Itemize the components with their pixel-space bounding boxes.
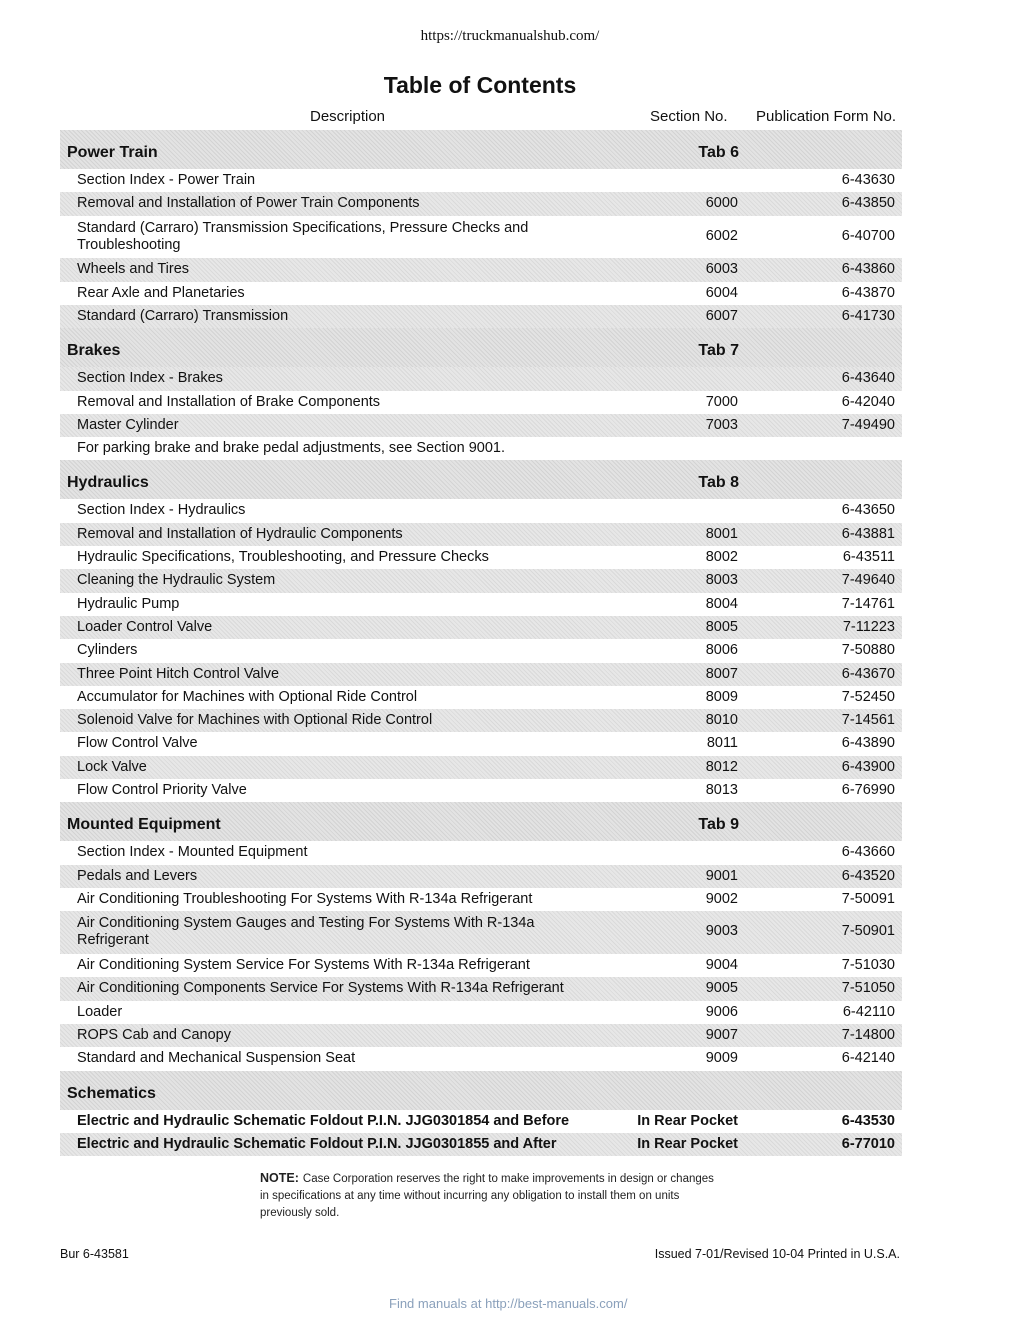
- row-description: Section Index - Power Train: [77, 172, 256, 188]
- row-description: Removal and Installation of Hydraulic Components: [77, 525, 403, 542]
- row-description: Master Cylinder: [77, 416, 179, 433]
- form-number: Bur 6-43581: [60, 1247, 129, 1261]
- toc-row: [60, 639, 902, 662]
- row-publication-number: 6-43630: [841, 172, 895, 188]
- row-description: Cleaning the Hydraulic System: [77, 572, 276, 589]
- row-description: Cylinders: [77, 642, 138, 659]
- section-title: Power Train: [67, 144, 158, 161]
- row-section-number: In Rear Pocket: [637, 1112, 738, 1129]
- row-description: Standard (Carraro) Transmission: [77, 307, 289, 324]
- row-section-number: 8010: [705, 712, 738, 729]
- toc-section: [60, 130, 902, 328]
- section-title: Mounted Equipment: [67, 816, 221, 834]
- row-description: Accumulator for Machines with Optional Ride Control: [77, 688, 418, 705]
- row-section-number: 8011: [706, 735, 738, 752]
- row-description: Rear Axle and Planetaries: [77, 284, 245, 301]
- row-publication-number: 7-50880: [841, 642, 895, 659]
- toc-row: [60, 546, 902, 569]
- section-title: Schematics: [67, 1084, 156, 1102]
- row-description: Electric and Hydraulic Schematic Foldout P.I.N. JJG0301854 and Before: [77, 1112, 570, 1129]
- toc-row: [60, 192, 902, 215]
- toc-row: [60, 216, 902, 259]
- toc-row: [60, 1024, 902, 1047]
- section-tab: Tab 8: [698, 474, 739, 492]
- source-url: https://truckmanualshub.com/: [420, 28, 600, 44]
- row-section-number: In Rear Pocket: [637, 1135, 738, 1152]
- toc-row: [60, 305, 902, 328]
- row-description: Loader: [77, 1003, 123, 1020]
- toc-row: [60, 391, 902, 414]
- row-description: Hydraulic Specifications, Troubleshooting, and Pressure Checks: [77, 549, 489, 566]
- row-publication-number: 6-41730: [841, 307, 895, 324]
- row-publication-number: 7-50091: [841, 890, 895, 907]
- row-section-number: 6002: [705, 227, 738, 244]
- toc-row: [60, 709, 902, 732]
- section-header: [60, 1071, 902, 1110]
- toc-row: [60, 779, 902, 802]
- toc-row: [60, 282, 902, 305]
- row-publication-number: 7-14800: [841, 1026, 895, 1043]
- toc-row: [60, 756, 902, 779]
- row-publication-number: 6-43520: [841, 867, 895, 884]
- toc-row: [60, 663, 902, 686]
- row-description: Air Conditioning System Service For Systems With R-134a Refrigerant: [77, 957, 530, 974]
- row-section-number: 6004: [705, 284, 738, 301]
- row-publication-number: 6-42040: [841, 393, 895, 410]
- row-publication-number: 7-51030: [841, 957, 895, 974]
- toc-row: [60, 593, 902, 616]
- row-publication-number: 6-43640: [841, 370, 895, 387]
- section-header: [60, 328, 902, 367]
- row-publication-number: 7-14561: [841, 712, 895, 729]
- section-title: Hydraulics: [67, 474, 149, 492]
- row-section-number: 8002: [705, 549, 738, 566]
- row-description: Air Conditioning System Gauges and Testing For Systems With R-134a Refrigerant: [77, 915, 535, 949]
- row-description: Standard and Mechanical Suspension Seat: [77, 1050, 356, 1067]
- toc-table: [60, 130, 902, 1156]
- note-text: Case Corporation reserves the right to make improvements in design or changes in specifications at any time without incurring any obligation to install them on units previously sold.: [260, 1173, 714, 1219]
- row-publication-number: 6-43890: [841, 735, 895, 752]
- row-publication-number: 7-52450: [841, 688, 895, 705]
- row-section-number: 8003: [705, 572, 738, 589]
- section-tab: Tab 6: [698, 144, 739, 161]
- row-section-number: 8006: [705, 642, 738, 659]
- toc-row: [60, 686, 902, 709]
- row-section-number: 6007: [705, 307, 738, 324]
- toc-row: [60, 732, 902, 755]
- column-header-description: Description: [310, 108, 386, 125]
- toc-row: [60, 1133, 902, 1156]
- row-description: Lock Valve: [77, 758, 147, 775]
- column-header-section: Section No.: [650, 108, 728, 125]
- row-description: Air Conditioning Troubleshooting For Systems With R-134a Refrigerant: [77, 890, 533, 907]
- toc-row: [60, 258, 902, 281]
- row-publication-number: 7-49490: [841, 416, 895, 433]
- row-publication-number: 6-43870: [841, 284, 895, 301]
- page-title: Table of Contents: [383, 72, 577, 98]
- row-section-number: 9002: [705, 890, 738, 907]
- row-publication-number: 6-40700: [841, 227, 895, 244]
- row-section-number: 9007: [705, 1026, 738, 1043]
- row-publication-number: 6-42110: [842, 1003, 895, 1020]
- row-section-number: 9005: [705, 980, 738, 997]
- row-section-number: 9004: [705, 957, 738, 974]
- row-description: Section Index - Brakes: [77, 370, 223, 387]
- toc-row: [60, 888, 902, 911]
- row-description: Hydraulic Pump: [77, 595, 180, 612]
- note: [260, 1170, 720, 1222]
- toc-row: [60, 414, 902, 437]
- toc-row: [60, 367, 902, 390]
- row-section-number: 8004: [705, 595, 738, 612]
- row-publication-number: 6-43881: [841, 525, 895, 542]
- column-headers: [60, 108, 902, 130]
- row-description: Flow Control Valve: [77, 735, 198, 752]
- row-section-number: 7000: [705, 393, 738, 410]
- row-publication-number: 7-50901: [841, 923, 895, 940]
- row-description: Three Point Hitch Control Valve: [77, 665, 280, 682]
- row-publication-number: 6-77010: [841, 1135, 895, 1152]
- toc-row: [60, 841, 902, 864]
- toc-row: [60, 616, 902, 639]
- footer-link[interactable]: Find manuals at http://best-manuals.com/: [389, 1296, 628, 1311]
- row-section-number: 8012: [705, 758, 738, 775]
- toc-row: [60, 523, 902, 546]
- toc-row: [60, 437, 902, 460]
- row-description: Solenoid Valve for Machines with Optional Ride Control: [77, 712, 433, 729]
- row-description: Removal and Installation of Power Train Components: [77, 195, 420, 212]
- toc-section: [60, 1071, 902, 1157]
- toc-row: [60, 1001, 902, 1024]
- toc-row: [60, 499, 902, 522]
- row-section-number: 9009: [705, 1050, 738, 1067]
- toc-row: [60, 977, 902, 1000]
- section-header: [60, 802, 902, 841]
- row-description: Pedals and Levers: [77, 867, 198, 884]
- section-tab: Tab 9: [698, 816, 739, 834]
- section-title: Brakes: [67, 342, 121, 360]
- row-publication-number: 6-43900: [841, 758, 895, 775]
- row-description: For parking brake and brake pedal adjustments, see Section 9001.: [77, 440, 506, 457]
- toc-section: [60, 802, 902, 1070]
- row-section-number: 8005: [705, 618, 738, 635]
- section-header: [60, 130, 902, 169]
- row-publication-number: 6-43511: [842, 549, 895, 566]
- toc-row: [60, 911, 902, 954]
- row-publication-number: 6-43660: [841, 844, 895, 861]
- row-section-number: 7003: [705, 416, 738, 433]
- toc-row: [60, 1110, 902, 1133]
- toc-section: [60, 328, 902, 460]
- row-publication-number: 6-43530: [841, 1112, 895, 1129]
- row-description: Loader Control Valve: [77, 618, 213, 635]
- row-section-number: 9006: [705, 1003, 738, 1020]
- issue-info: Issued 7-01/Revised 10-04 Printed in U.S.A.: [654, 1247, 900, 1261]
- row-section-number: 6003: [705, 261, 738, 278]
- row-section-number: 8013: [705, 782, 738, 799]
- toc-row: [60, 569, 902, 592]
- row-publication-number: 6-42140: [841, 1050, 895, 1067]
- row-description: Wheels and Tires: [77, 261, 190, 278]
- row-section-number: 9003: [705, 923, 738, 940]
- row-description: Section Index - Mounted Equipment: [77, 844, 308, 861]
- column-header-publication: Publication Form No.: [756, 108, 897, 125]
- toc-row: [60, 169, 902, 192]
- toc-row: [60, 954, 902, 977]
- row-section-number: 8001: [705, 525, 738, 542]
- toc-row: [60, 1047, 902, 1070]
- row-description: Flow Control Priority Valve: [77, 782, 247, 799]
- row-description: Electric and Hydraulic Schematic Foldout P.I.N. JJG0301855 and After: [77, 1135, 557, 1152]
- row-publication-number: 6-43860: [841, 261, 895, 278]
- row-publication-number: 7-51050: [841, 980, 895, 997]
- row-description: Standard (Carraro) Transmission Specifications, Pressure Checks and Troubleshooting: [77, 219, 529, 253]
- row-section-number: 9001: [705, 867, 738, 884]
- row-description: Air Conditioning Components Service For Systems With R-134a Refrigerant: [77, 980, 564, 997]
- row-publication-number: 6-76990: [841, 782, 895, 799]
- row-publication-number: 6-43650: [841, 502, 895, 519]
- note-label: NOTE:: [260, 1171, 299, 1185]
- row-publication-number: 7-11223: [842, 618, 895, 635]
- row-section-number: 6000: [705, 195, 738, 212]
- row-section-number: 8007: [705, 665, 738, 682]
- toc-row: [60, 865, 902, 888]
- toc-section: [60, 460, 902, 802]
- section-header: [60, 460, 902, 499]
- row-description: Removal and Installation of Brake Components: [77, 393, 381, 410]
- row-description: ROPS Cab and Canopy: [77, 1026, 231, 1043]
- row-description: Section Index - Hydraulics: [77, 502, 246, 519]
- row-publication-number: 6-43670: [841, 665, 895, 682]
- row-publication-number: 7-14761: [841, 595, 895, 612]
- row-publication-number: 6-43850: [841, 195, 895, 212]
- row-publication-number: 7-49640: [841, 572, 895, 589]
- row-section-number: 8009: [705, 688, 738, 705]
- section-tab: Tab 7: [698, 342, 739, 360]
